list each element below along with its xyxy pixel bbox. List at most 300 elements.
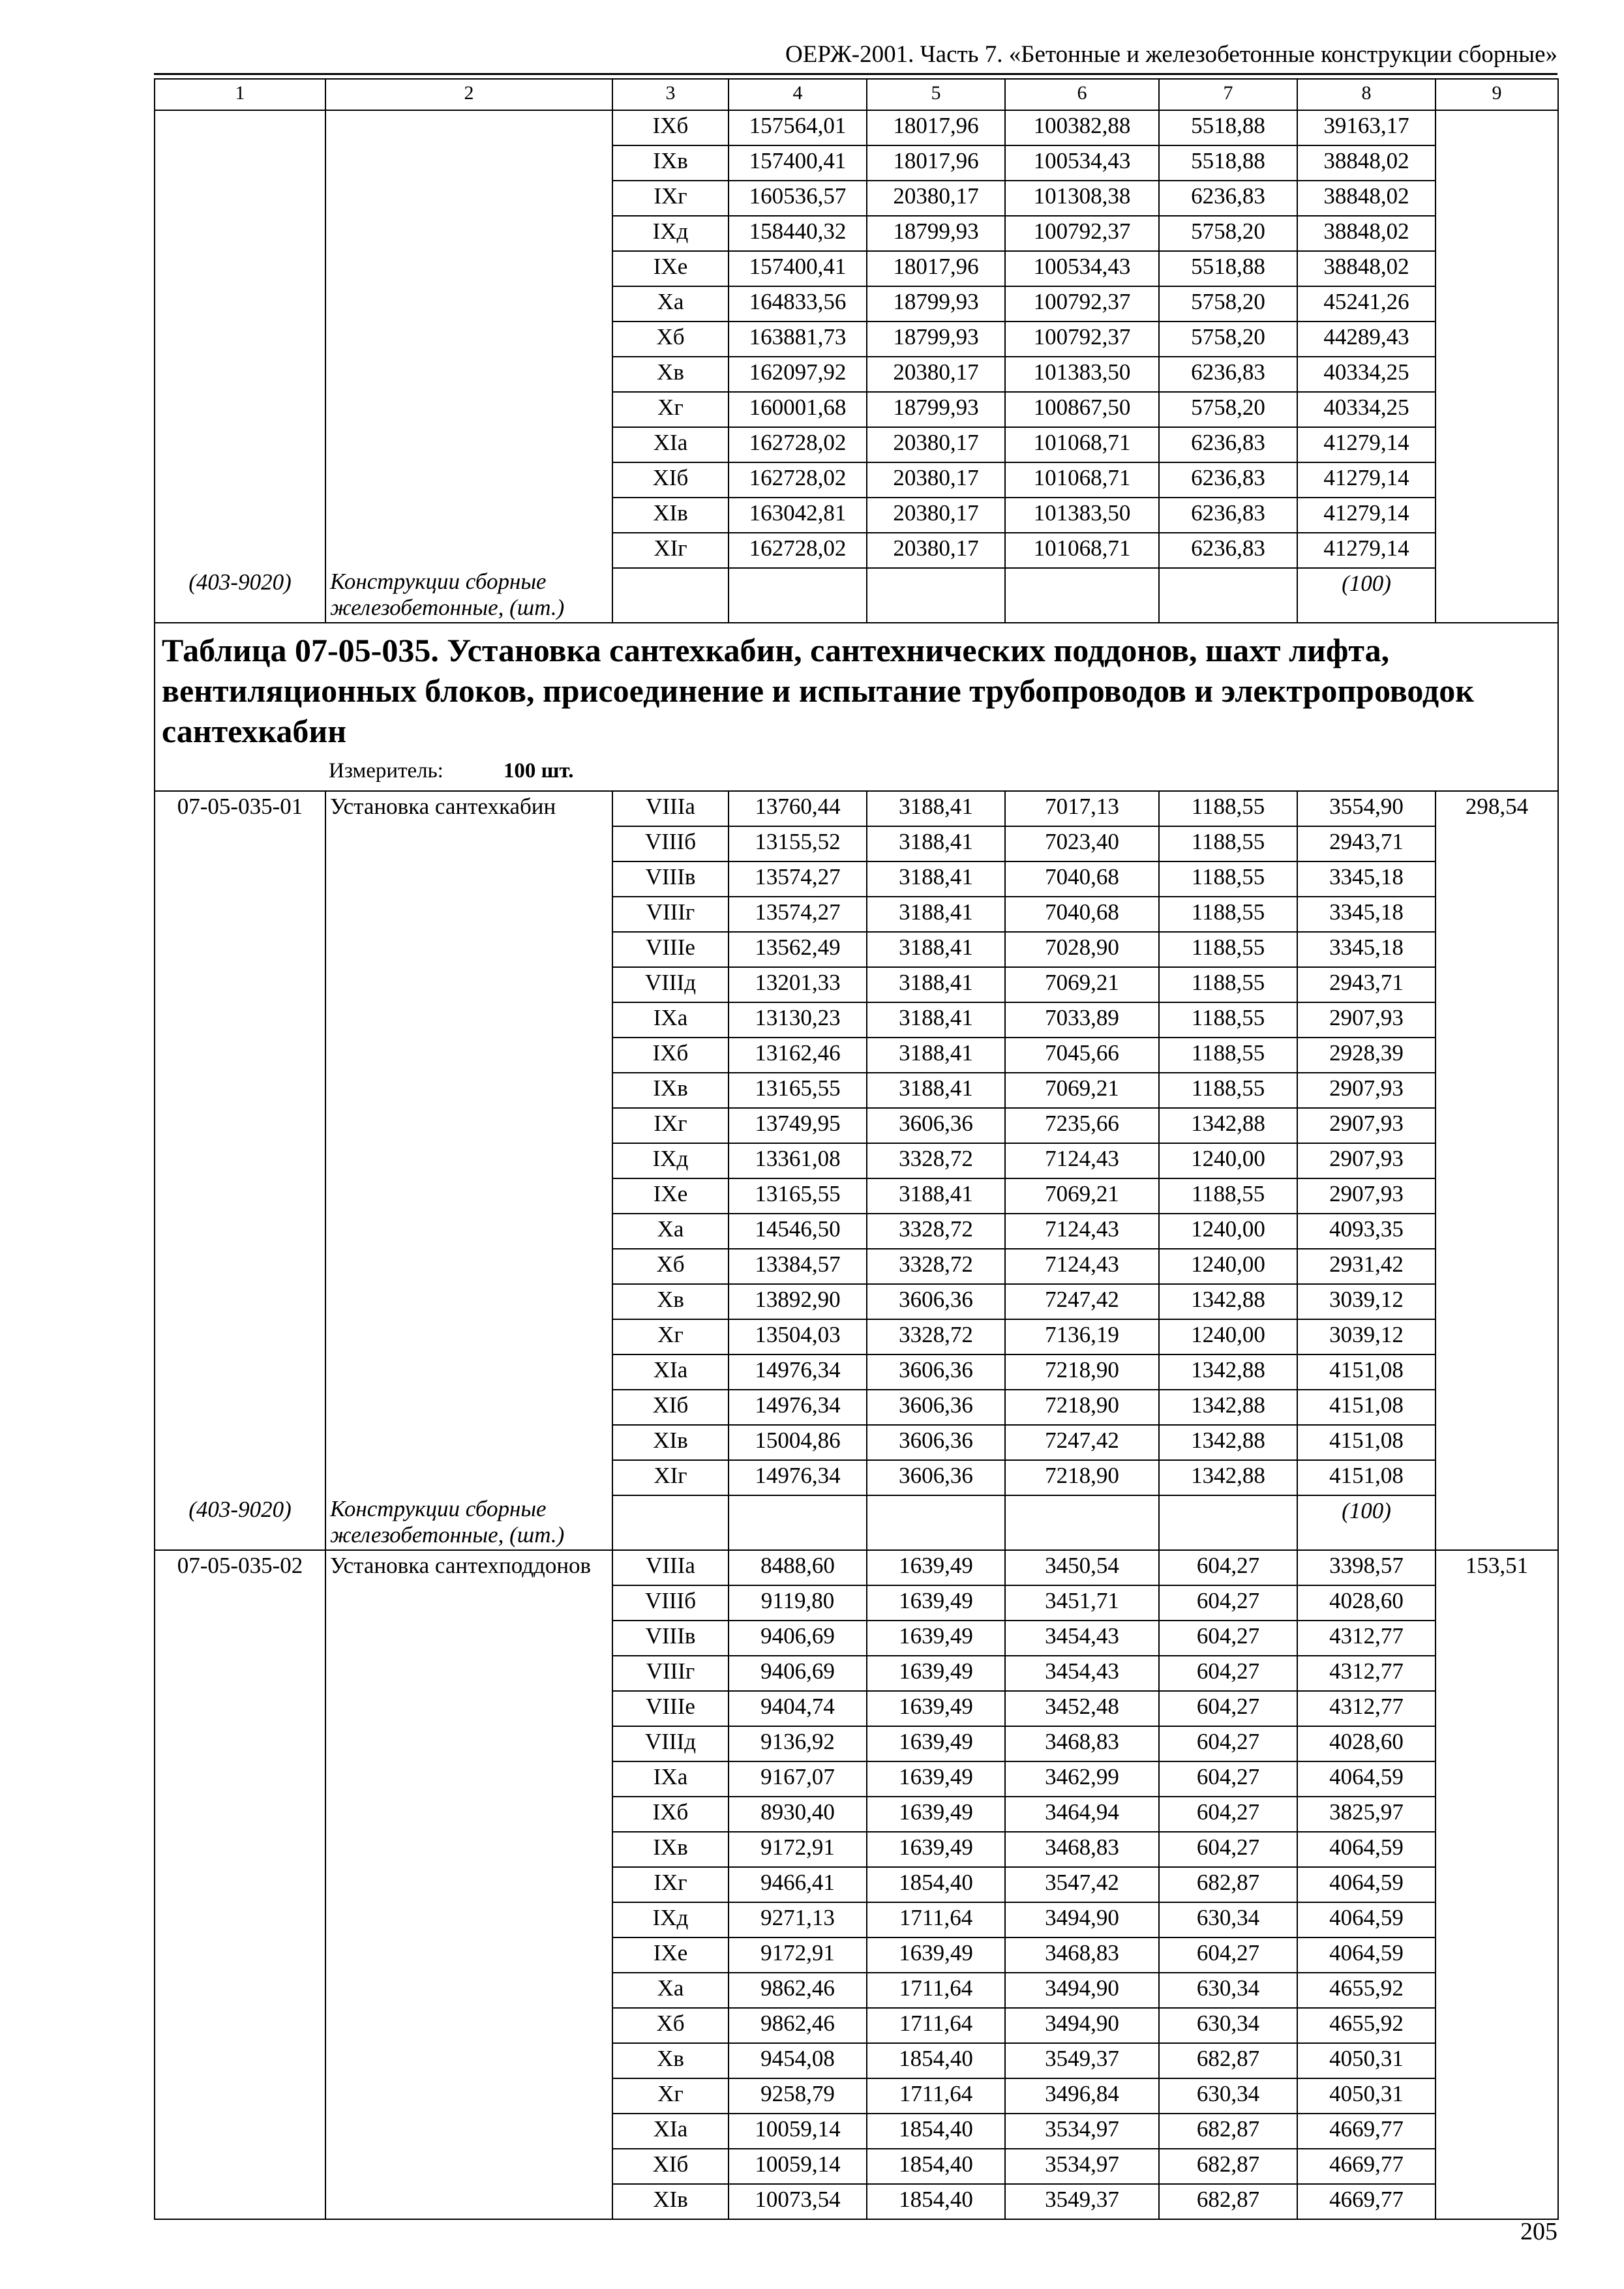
materials-cell: 4151,08 (1297, 1354, 1436, 1390)
total-cost-cell: 13892,90 (729, 1284, 867, 1319)
total-cost-cell: 10059,14 (729, 2149, 867, 2184)
zone-cell: IXг (612, 1867, 729, 1902)
wages-cell: 3188,41 (867, 826, 1005, 861)
zone-cell: IXб (612, 110, 729, 145)
zone-cell: Xв (612, 2043, 729, 2078)
wages-cell: 1854,40 (867, 2184, 1005, 2219)
materials-cell: 3554,90 (1297, 791, 1436, 826)
zone-cell: IXе (612, 1178, 729, 1214)
wages-cell: 3606,36 (867, 1460, 1005, 1495)
zone-cell: Xв (612, 357, 729, 392)
empty-cell (867, 568, 1005, 623)
machines-cell: 3549,37 (1005, 2043, 1159, 2078)
wages-cell: 3606,36 (867, 1284, 1005, 1319)
total-cost-cell: 13504,03 (729, 1319, 867, 1354)
labor-cost-cell: 153,51 (1436, 1550, 1558, 2219)
zone-cell: XIб (612, 462, 729, 498)
machines-cell: 101308,38 (1005, 181, 1159, 216)
machines-cell: 3468,83 (1005, 1937, 1159, 1973)
wages-cell: 3188,41 (867, 791, 1005, 826)
zone-cell: XIв (612, 2184, 729, 2219)
total-cost-cell: 158440,32 (729, 216, 867, 251)
work-name-cell (325, 1550, 612, 2219)
column-number: 5 (867, 79, 1005, 110)
zone-cell: IXе (612, 1937, 729, 1973)
materials-cell: 39163,17 (1297, 110, 1436, 145)
wages-cell: 1854,40 (867, 2114, 1005, 2149)
zone-cell: XIг (612, 533, 729, 568)
machines-cell: 3547,42 (1005, 1867, 1159, 1902)
unit-label: Измеритель: (329, 759, 444, 783)
empty-cell (1159, 568, 1297, 623)
total-cost-cell: 157400,41 (729, 145, 867, 181)
zone-cell: XIа (612, 1354, 729, 1390)
machines-cell: 100382,88 (1005, 110, 1159, 145)
wages-cell: 3188,41 (867, 1178, 1005, 1214)
wages-cell: 1639,49 (867, 1797, 1005, 1832)
zone-cell: Xа (612, 1973, 729, 2008)
machines-cell: 100867,50 (1005, 392, 1159, 427)
machinist-wages-cell: 1188,55 (1159, 897, 1297, 932)
wages-cell: 1639,49 (867, 1761, 1005, 1797)
zone-cell: IXа (612, 1761, 729, 1797)
work-name: Установка сантехподдонов (330, 1553, 592, 1578)
machinist-wages-cell: 604,27 (1159, 1797, 1297, 1832)
column-number: 3 (612, 79, 729, 110)
material-name: Конструкции сборные железобетонные, (шт.) (330, 569, 565, 620)
machines-cell: 3496,84 (1005, 2078, 1159, 2114)
total-cost-cell: 163042,81 (729, 498, 867, 533)
machinist-wages-cell: 1188,55 (1159, 826, 1297, 861)
machinist-wages-cell: 604,27 (1159, 1621, 1297, 1656)
machines-cell: 7017,13 (1005, 791, 1159, 826)
materials-cell: 3398,57 (1297, 1550, 1436, 1585)
zone-cell: XIа (612, 427, 729, 462)
machinist-wages-cell: 630,34 (1159, 1973, 1297, 2008)
materials-cell: 38848,02 (1297, 216, 1436, 251)
machinist-wages-cell: 630,34 (1159, 2008, 1297, 2043)
zone-cell: IXб (612, 1797, 729, 1832)
machinist-wages-cell: 1188,55 (1159, 932, 1297, 967)
machines-cell: 3494,90 (1005, 1973, 1159, 2008)
machines-cell: 101068,71 (1005, 427, 1159, 462)
column-number-row (155, 79, 1558, 110)
rate-code-cell (155, 1550, 325, 2219)
wages-cell: 1711,64 (867, 2008, 1005, 2043)
machinist-wages-cell: 604,27 (1159, 1937, 1297, 1973)
zone-cell: IXе (612, 251, 729, 286)
machines-cell: 100534,43 (1005, 251, 1159, 286)
machines-cell: 7069,21 (1005, 1178, 1159, 1214)
machinist-wages-cell: 604,27 (1159, 1691, 1297, 1726)
machines-cell: 7235,66 (1005, 1108, 1159, 1143)
total-cost-cell: 162728,02 (729, 427, 867, 462)
machines-cell: 7023,40 (1005, 826, 1159, 861)
total-cost-cell: 15004,86 (729, 1425, 867, 1460)
machines-cell: 101383,50 (1005, 498, 1159, 533)
materials-cell: 38848,02 (1297, 251, 1436, 286)
machinist-wages-cell: 604,27 (1159, 1726, 1297, 1761)
wages-cell: 1711,64 (867, 1902, 1005, 1937)
machinist-wages-cell: 1188,55 (1159, 861, 1297, 897)
materials-cell: 4655,92 (1297, 2008, 1436, 2043)
materials-cell: 41279,14 (1297, 462, 1436, 498)
work-name-cell (325, 791, 612, 1550)
column-number: 8 (1297, 79, 1436, 110)
wages-cell: 3328,72 (867, 1214, 1005, 1249)
machinist-wages-cell: 604,27 (1159, 1656, 1297, 1691)
total-cost-cell: 13574,27 (729, 897, 867, 932)
total-cost-cell: 9167,07 (729, 1761, 867, 1797)
materials-cell: 40334,25 (1297, 392, 1436, 427)
machines-cell: 7247,42 (1005, 1284, 1159, 1319)
zone-cell: XIа (612, 2114, 729, 2149)
zone-cell: VIIIб (612, 826, 729, 861)
wages-cell: 18017,96 (867, 251, 1005, 286)
materials-cell: 4312,77 (1297, 1621, 1436, 1656)
materials-cell: 3345,18 (1297, 932, 1436, 967)
total-cost-cell: 8930,40 (729, 1797, 867, 1832)
machinist-wages-cell: 1342,88 (1159, 1108, 1297, 1143)
wages-cell: 3328,72 (867, 1143, 1005, 1178)
machinist-wages-cell: 1188,55 (1159, 1002, 1297, 1038)
machinist-wages-cell: 604,27 (1159, 1585, 1297, 1621)
header-rule (154, 73, 1557, 75)
machines-cell: 3534,97 (1005, 2114, 1159, 2149)
machines-cell: 100792,37 (1005, 286, 1159, 322)
materials-cell: 3039,12 (1297, 1319, 1436, 1354)
wages-cell: 1711,64 (867, 1973, 1005, 2008)
machines-cell: 101383,50 (1005, 357, 1159, 392)
total-cost-cell: 9136,92 (729, 1726, 867, 1761)
machines-cell: 7218,90 (1005, 1390, 1159, 1425)
total-cost-cell: 9404,74 (729, 1691, 867, 1726)
machines-cell: 3534,97 (1005, 2149, 1159, 2184)
total-cost-cell: 162097,92 (729, 357, 867, 392)
machines-cell: 7040,68 (1005, 897, 1159, 932)
machinist-wages-cell: 1342,88 (1159, 1284, 1297, 1319)
total-cost-cell: 157564,01 (729, 110, 867, 145)
total-cost-cell: 13162,46 (729, 1038, 867, 1073)
materials-cell: 4312,77 (1297, 1691, 1436, 1726)
wages-cell: 3188,41 (867, 861, 1005, 897)
materials-cell: 4655,92 (1297, 1973, 1436, 2008)
materials-cell: 4312,77 (1297, 1656, 1436, 1691)
materials-cell: 4028,60 (1297, 1726, 1436, 1761)
machinist-wages-cell: 1240,00 (1159, 1214, 1297, 1249)
machinist-wages-cell: 1188,55 (1159, 1038, 1297, 1073)
zone-cell: XIб (612, 2149, 729, 2184)
machines-cell: 100792,37 (1005, 322, 1159, 357)
wages-cell: 3188,41 (867, 967, 1005, 1002)
machines-cell: 101068,71 (1005, 533, 1159, 568)
machinist-wages-cell: 5758,20 (1159, 392, 1297, 427)
machinist-wages-cell: 1188,55 (1159, 1073, 1297, 1108)
table-title: Таблица 07-05-035. Установка сантехкабин, сантехнических поддонов, шахт лифта, вентиляционных блоков, присоединение и испытание трубопроводов и электропроводок сантехкабин (162, 632, 1475, 749)
wages-cell: 1639,49 (867, 1656, 1005, 1691)
wages-cell: 1854,40 (867, 2149, 1005, 2184)
zone-cell: VIIIв (612, 1621, 729, 1656)
materials-cell: 4028,60 (1297, 1585, 1436, 1621)
materials-cell: 4050,31 (1297, 2043, 1436, 2078)
labor-cost-cell: 298,54 (1436, 791, 1558, 1550)
machines-cell: 7045,66 (1005, 1038, 1159, 1073)
materials-cell: 2907,93 (1297, 1002, 1436, 1038)
materials-cell: 4064,59 (1297, 1867, 1436, 1902)
machinist-wages-cell: 682,87 (1159, 2149, 1297, 2184)
column-number: 9 (1436, 79, 1558, 110)
total-cost-cell: 164833,56 (729, 286, 867, 322)
materials-cell: 2931,42 (1297, 1249, 1436, 1284)
zone-cell: IXб (612, 1038, 729, 1073)
machines-cell: 7033,89 (1005, 1002, 1159, 1038)
wages-cell: 1854,40 (867, 2043, 1005, 2078)
zone-cell: Xа (612, 1214, 729, 1249)
wages-cell: 20380,17 (867, 427, 1005, 462)
machines-cell: 7069,21 (1005, 967, 1159, 1002)
empty-cell (867, 1495, 1005, 1550)
unit-value: 100 шт. (503, 759, 574, 783)
machines-cell: 7040,68 (1005, 861, 1159, 897)
total-cost-cell: 14976,34 (729, 1390, 867, 1425)
materials-cell: 4064,59 (1297, 1832, 1436, 1867)
wages-cell: 1639,49 (867, 1621, 1005, 1656)
machines-cell: 7028,90 (1005, 932, 1159, 967)
materials-cell: 44289,43 (1297, 322, 1436, 357)
zone-cell: IXв (612, 145, 729, 181)
machinist-wages-cell: 682,87 (1159, 2043, 1297, 2078)
column-number: 7 (1159, 79, 1297, 110)
machinist-wages-cell: 1240,00 (1159, 1319, 1297, 1354)
wages-cell: 18017,96 (867, 110, 1005, 145)
materials-cell: 2943,71 (1297, 967, 1436, 1002)
table-row (155, 1550, 1558, 1585)
total-cost-cell: 9258,79 (729, 2078, 867, 2114)
machines-cell: 3454,43 (1005, 1656, 1159, 1691)
wages-cell: 3188,41 (867, 1002, 1005, 1038)
materials-cell: 41279,14 (1297, 533, 1436, 568)
empty-cell (612, 1495, 729, 1550)
wages-cell: 1639,49 (867, 1550, 1005, 1585)
zone-cell: XIв (612, 1425, 729, 1460)
total-cost-cell: 9406,69 (729, 1621, 867, 1656)
machines-cell: 100534,43 (1005, 145, 1159, 181)
machines-cell: 3452,48 (1005, 1691, 1159, 1726)
total-cost-cell: 13201,33 (729, 967, 867, 1002)
wages-cell: 1639,49 (867, 1832, 1005, 1867)
total-cost-cell: 160536,57 (729, 181, 867, 216)
labor-cost-cell (1436, 110, 1558, 623)
machinist-wages-cell: 1240,00 (1159, 1143, 1297, 1178)
machines-cell: 3468,83 (1005, 1726, 1159, 1761)
total-cost-cell: 162728,02 (729, 533, 867, 568)
total-cost-cell: 9271,13 (729, 1902, 867, 1937)
total-cost-cell: 163881,73 (729, 322, 867, 357)
zone-cell: IXв (612, 1073, 729, 1108)
total-cost-cell: 13749,95 (729, 1108, 867, 1143)
wages-cell: 3328,72 (867, 1319, 1005, 1354)
total-cost-cell: 14546,50 (729, 1214, 867, 1249)
zone-cell: IXг (612, 181, 729, 216)
total-cost-cell: 13361,08 (729, 1143, 867, 1178)
zone-cell: Xб (612, 2008, 729, 2043)
total-cost-cell: 9172,91 (729, 1937, 867, 1973)
machinist-wages-cell: 1342,88 (1159, 1460, 1297, 1495)
column-number: 6 (1005, 79, 1159, 110)
zone-cell: IXд (612, 1143, 729, 1178)
materials-cell: 4064,59 (1297, 1761, 1436, 1797)
zone-cell: Xв (612, 1284, 729, 1319)
machinist-wages-cell: 630,34 (1159, 1902, 1297, 1937)
total-cost-cell: 160001,68 (729, 392, 867, 427)
material-code: (403-9020) (188, 1497, 292, 1522)
wages-cell: 20380,17 (867, 498, 1005, 533)
total-cost-cell: 9172,91 (729, 1832, 867, 1867)
wages-cell: 18799,93 (867, 392, 1005, 427)
wages-cell: 3328,72 (867, 1249, 1005, 1284)
work-name-cell (325, 110, 612, 623)
machines-cell: 3549,37 (1005, 2184, 1159, 2219)
materials-cell: 4151,08 (1297, 1460, 1436, 1495)
total-cost-cell: 8488,60 (729, 1550, 867, 1585)
materials-cell: 4669,77 (1297, 2114, 1436, 2149)
wages-cell: 3188,41 (867, 1073, 1005, 1108)
machinist-wages-cell: 682,87 (1159, 1867, 1297, 1902)
zone-cell: XIб (612, 1390, 729, 1425)
empty-cell (612, 568, 729, 623)
materials-cell: 3345,18 (1297, 861, 1436, 897)
total-cost-cell: 9862,46 (729, 1973, 867, 2008)
machinist-wages-cell: 5518,88 (1159, 110, 1297, 145)
machines-cell: 3451,71 (1005, 1585, 1159, 1621)
wages-cell: 18799,93 (867, 216, 1005, 251)
zone-cell: VIIIа (612, 791, 729, 826)
machinist-wages-cell: 1240,00 (1159, 1249, 1297, 1284)
wages-cell: 3188,41 (867, 1038, 1005, 1073)
wages-cell: 3188,41 (867, 932, 1005, 967)
column-number: 2 (325, 79, 612, 110)
total-cost-cell: 13165,55 (729, 1073, 867, 1108)
materials-cell: 2907,93 (1297, 1178, 1436, 1214)
materials-cell: 3039,12 (1297, 1284, 1436, 1319)
machinist-wages-cell: 5518,88 (1159, 145, 1297, 181)
wages-cell: 20380,17 (867, 181, 1005, 216)
rate-code-cell (155, 791, 325, 1550)
wages-cell: 3606,36 (867, 1390, 1005, 1425)
wages-cell: 3606,36 (867, 1108, 1005, 1143)
table-title-row (155, 623, 1558, 791)
unit-line (162, 755, 1551, 786)
materials-cell: 40334,25 (1297, 357, 1436, 392)
machinist-wages-cell: 6236,83 (1159, 533, 1297, 568)
zone-cell: Xб (612, 1249, 729, 1284)
machinist-wages-cell: 1188,55 (1159, 791, 1297, 826)
materials-cell: 38848,02 (1297, 181, 1436, 216)
zone-cell: IXг (612, 1108, 729, 1143)
total-cost-cell: 13165,55 (729, 1178, 867, 1214)
machines-cell: 101068,71 (1005, 462, 1159, 498)
wages-cell: 18799,93 (867, 322, 1005, 357)
machinist-wages-cell: 682,87 (1159, 2184, 1297, 2219)
machinist-wages-cell: 6236,83 (1159, 427, 1297, 462)
table-row (155, 791, 1558, 826)
wages-cell: 18799,93 (867, 286, 1005, 322)
total-cost-cell: 162728,02 (729, 462, 867, 498)
zone-cell: VIIIг (612, 897, 729, 932)
zone-cell: Xа (612, 286, 729, 322)
page-header: ОЕРЖ-2001. Часть 7. «Бетонные и железобетонные конструкции сборные» (785, 41, 1557, 68)
rate-code-cell (155, 110, 325, 623)
wages-cell: 1711,64 (867, 2078, 1005, 2114)
total-cost-cell: 9119,80 (729, 1585, 867, 1621)
total-cost-cell: 9406,69 (729, 1656, 867, 1691)
zone-cell: IXа (612, 1002, 729, 1038)
wages-cell: 1639,49 (867, 1937, 1005, 1973)
machines-cell: 3494,90 (1005, 1902, 1159, 1937)
machinist-wages-cell: 1188,55 (1159, 967, 1297, 1002)
machinist-wages-cell: 604,27 (1159, 1761, 1297, 1797)
machinist-wages-cell: 6236,83 (1159, 462, 1297, 498)
material-qty-cell: (100) (1297, 1495, 1436, 1550)
material-code: (403-9020) (188, 569, 292, 595)
materials-cell: 41279,14 (1297, 498, 1436, 533)
rates-table-body (155, 79, 1558, 2219)
machinist-wages-cell: 1188,55 (1159, 1178, 1297, 1214)
machinist-wages-cell: 1342,88 (1159, 1354, 1297, 1390)
machinist-wages-cell: 6236,83 (1159, 357, 1297, 392)
zone-cell: IXд (612, 216, 729, 251)
materials-cell: 41279,14 (1297, 427, 1436, 462)
machines-cell: 7124,43 (1005, 1143, 1159, 1178)
zone-cell: VIIIб (612, 1585, 729, 1621)
machines-cell: 7124,43 (1005, 1214, 1159, 1249)
wages-cell: 1639,49 (867, 1585, 1005, 1621)
materials-cell: 3345,18 (1297, 897, 1436, 932)
materials-cell: 4050,31 (1297, 2078, 1436, 2114)
zone-cell: Xг (612, 2078, 729, 2114)
machines-cell: 7218,90 (1005, 1460, 1159, 1495)
machines-cell: 7124,43 (1005, 1249, 1159, 1284)
wages-cell: 20380,17 (867, 533, 1005, 568)
zone-cell: VIIIе (612, 1691, 729, 1726)
materials-cell: 4064,59 (1297, 1902, 1436, 1937)
materials-cell: 4093,35 (1297, 1214, 1436, 1249)
total-cost-cell: 13155,52 (729, 826, 867, 861)
materials-cell: 4669,77 (1297, 2149, 1436, 2184)
machines-cell: 100792,37 (1005, 216, 1159, 251)
empty-cell (729, 1495, 867, 1550)
wages-cell: 20380,17 (867, 462, 1005, 498)
zone-cell: IXв (612, 1832, 729, 1867)
total-cost-cell: 9454,08 (729, 2043, 867, 2078)
zone-cell: IXд (612, 1902, 729, 1937)
total-cost-cell: 10059,14 (729, 2114, 867, 2149)
table-title-cell (155, 623, 1558, 791)
rate-code: 07-05-035-02 (177, 1553, 303, 1578)
materials-cell: 2943,71 (1297, 826, 1436, 861)
column-number: 4 (729, 79, 867, 110)
total-cost-cell: 13384,57 (729, 1249, 867, 1284)
wages-cell: 3606,36 (867, 1425, 1005, 1460)
materials-cell: 45241,26 (1297, 286, 1436, 322)
machines-cell: 3462,99 (1005, 1761, 1159, 1797)
machinist-wages-cell: 604,27 (1159, 1550, 1297, 1585)
machines-cell: 3454,43 (1005, 1621, 1159, 1656)
wages-cell: 3188,41 (867, 897, 1005, 932)
zone-cell: VIIIв (612, 861, 729, 897)
table-row (155, 110, 1558, 145)
zone-cell: VIIIа (612, 1550, 729, 1585)
